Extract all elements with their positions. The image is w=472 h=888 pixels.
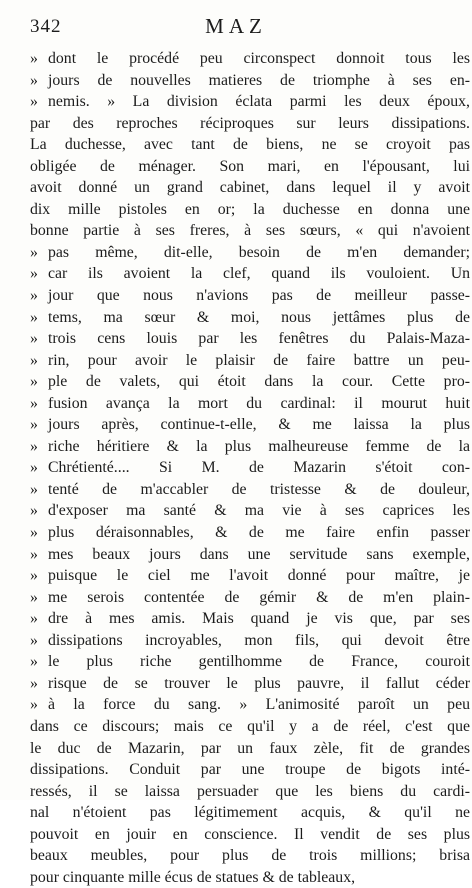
line-text: jours de nouvelles matieres de triomphe à ses en- (48, 71, 470, 89)
text-line (30, 307, 470, 329)
line-text: dissipations. Conduit par une troupe de bigots inté- (30, 761, 470, 779)
page-header (30, 14, 442, 42)
quote-mark: » (30, 459, 38, 477)
line-text: nal n'étoient pas légitimement acquis, & qu'il ne (30, 804, 470, 822)
running-head: MAZ (205, 14, 267, 38)
text-line (30, 694, 470, 716)
quote-mark: » (30, 631, 38, 649)
line-text: plus déraisonnables, & de me faire enfin passer (48, 524, 470, 542)
text-line (30, 716, 470, 738)
line-text: le duc de Mazarin, par un faux zèle, fit de grandes (30, 739, 470, 757)
quote-mark: » (30, 373, 38, 391)
text-line (30, 587, 470, 609)
line-text: car ils avoient la clef, quand ils vouloient. Un (48, 265, 470, 283)
line-text: dix mille pistoles en or; la duchesse en donna une (30, 200, 470, 218)
line-text: d'exposer ma santé & ma vie à ses caprices les (48, 502, 470, 520)
text-line (30, 673, 470, 695)
text-line (30, 651, 470, 673)
line-text: bonne partie à ses freres, à ses sœurs, « qui n'avoient (30, 222, 470, 240)
text-line (30, 91, 470, 113)
quote-mark: » (30, 71, 38, 89)
line-text: pas même, dit-elle, besoin de m'en demander; (48, 243, 470, 261)
line-text: jour que nous n'avions pas de meilleur passe- (48, 287, 470, 305)
line-text: mes beaux jours dans une servitude sans exemple, (48, 545, 470, 563)
line-text: pouvoit en jouir en conscience. Il vendit de ses plus (30, 825, 470, 843)
text-line (30, 759, 470, 781)
text-line (30, 414, 470, 436)
quote-mark: » (30, 308, 38, 326)
text-line (30, 328, 470, 350)
quote-mark: » (30, 696, 38, 714)
line-text: jours après, continue-t-elle, & me laissa la plus (48, 416, 470, 434)
quote-mark: » (30, 567, 38, 585)
quote-mark: » (30, 287, 38, 305)
line-text: tenté de m'accabler de tristesse & de douleur, (48, 480, 470, 498)
quote-mark: » (30, 437, 38, 455)
quote-mark: » (30, 416, 38, 434)
text-line (30, 242, 470, 264)
page-number: 342 (30, 16, 62, 37)
line-text: me serois contentée de gémir & de m'en plain- (48, 588, 470, 606)
quote-mark: » (30, 545, 38, 563)
line-text: ple de valets, qui étoit dans la cour. Cette pro- (48, 373, 470, 391)
text-line (30, 393, 470, 415)
text-line (30, 544, 470, 566)
line-text: le plus riche gentilhomme de France, couroit (48, 653, 470, 671)
line-text: trois cens louis par les fenêtres du Palais-Maza- (48, 330, 470, 348)
quote-mark: » (30, 524, 38, 542)
text-line (30, 479, 470, 501)
line-text: dont le procédé peu circonspect donnoit tous les (48, 50, 470, 67)
text-line (30, 177, 470, 199)
line-text: à la force du sang. » L'animosité paroît un peu (48, 696, 470, 714)
quote-mark: » (30, 93, 38, 111)
text-line (30, 350, 470, 372)
quote-mark: » (30, 394, 38, 412)
line-text: par des reproches réciproques sur leurs dissipations. (30, 114, 470, 132)
text-line (30, 867, 470, 888)
text-line (30, 134, 470, 156)
line-text: pour cinquante mille écus de statues & de tableaux, (30, 868, 356, 886)
line-text: Chrétienté.... Si M. de Mazarin s'étoit con- (48, 459, 470, 477)
text-line (30, 781, 470, 803)
body-text (30, 48, 470, 888)
text-line (30, 220, 470, 242)
line-text: dre à mes amis. Mais quand je vis que, par ses (48, 610, 470, 628)
quote-mark: » (30, 588, 38, 606)
quote-mark: » (30, 330, 38, 348)
text-line (30, 285, 470, 307)
text-line (30, 738, 470, 760)
text-line (30, 802, 470, 824)
quote-mark: » (30, 610, 38, 628)
text-line (30, 845, 470, 867)
line-text: avoit donné un grand cabinet, dans lequel il y avoit (30, 179, 470, 197)
text-line (30, 156, 470, 178)
text-line (30, 608, 470, 630)
text-line (30, 457, 470, 479)
line-text: nemis. » La division éclata parmi les deux époux, (48, 93, 470, 111)
line-text: puisque le ciel me l'avoit donné pour maître, je (48, 567, 470, 585)
text-line (30, 436, 470, 458)
line-text: ressés, il se laissa persuader que les biens du cardi- (30, 782, 470, 800)
line-text: riche héritiere & la plus malheureuse femme de la (48, 437, 470, 455)
line-text: dissipations incroyables, mon fils, qui devoit être (48, 631, 470, 649)
quote-mark: » (30, 502, 38, 520)
quote-mark: » (30, 480, 38, 498)
line-text: risque de se trouver le plus pauvre, il fallut céder (48, 674, 470, 692)
quote-mark: » (30, 351, 38, 369)
text-line (30, 565, 470, 587)
line-text: tems, ma sœur & moi, nous jettâmes plus de (48, 308, 470, 326)
text-line (30, 70, 470, 92)
quote-mark: » (30, 50, 38, 67)
text-line (30, 824, 470, 846)
line-text: La duchesse, avec tant de biens, ne se croyoit pas (30, 136, 470, 154)
text-line (30, 522, 470, 544)
line-text: dans ce discours; mais ce qu'il y a de réel, c'est que (30, 717, 470, 735)
text-line (30, 371, 470, 393)
line-text: beaux meubles, pour plus de trois millions; brisa (30, 847, 470, 865)
line-text: fusion avança la mort du cardinal: il mourut huit (48, 394, 470, 412)
text-line (30, 199, 470, 221)
text-line (30, 48, 470, 70)
quote-mark: » (30, 265, 38, 283)
text-line (30, 500, 470, 522)
text-line (30, 263, 470, 285)
line-text: rin, pour avoir le plaisir de faire battre un peu- (48, 351, 470, 369)
quote-mark: » (30, 653, 38, 671)
quote-mark: » (30, 243, 38, 261)
text-line (30, 630, 470, 652)
line-text: obligée de ménager. Son mari, en l'épousant, lui (30, 157, 470, 175)
quote-mark: » (30, 674, 38, 692)
text-line (30, 113, 470, 135)
